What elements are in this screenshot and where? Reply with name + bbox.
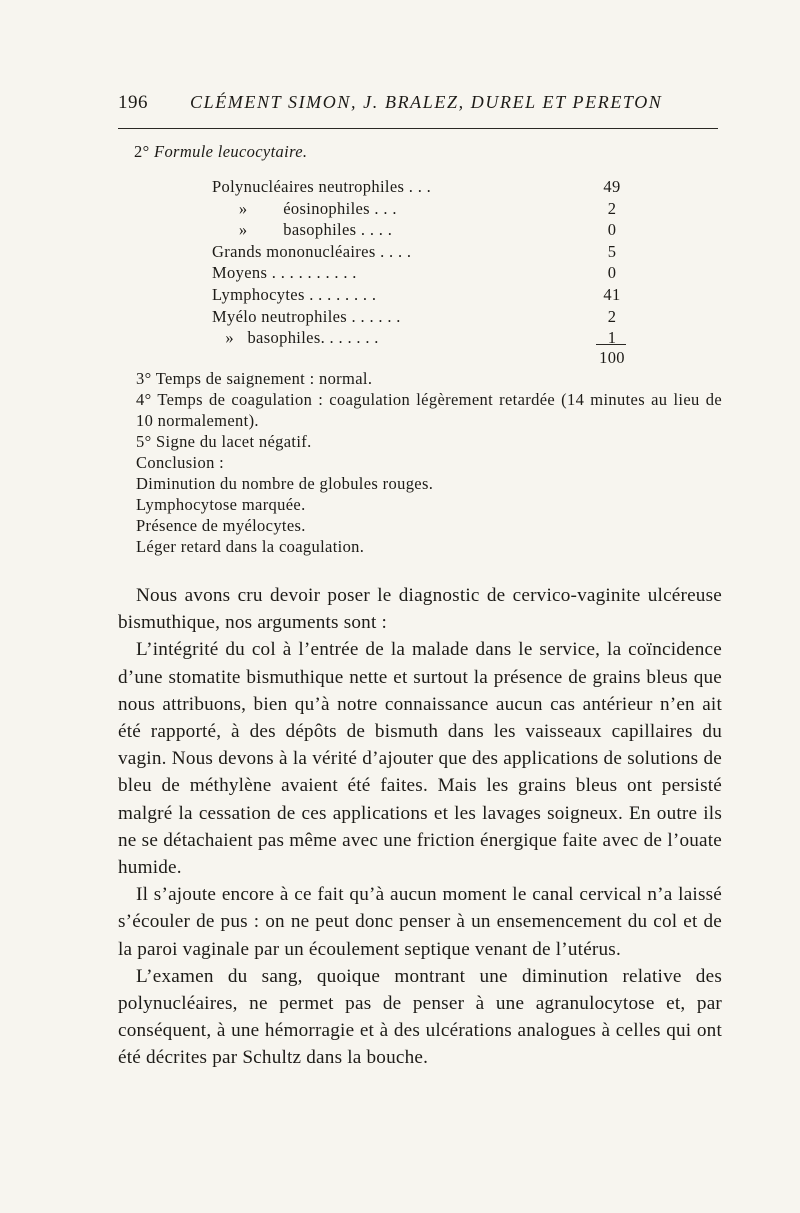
total-rule [596, 344, 626, 345]
body-text [118, 582, 722, 1072]
formula-label: » éosinophiles . . . [212, 198, 397, 218]
paragraph: Il s’ajoute encore à ce fait qu’à aucun moment le canal cervical n’a laissé s’écouler de pus : on ne peut donc penser à un ensemencement du col et de la paroi vaginale par un écoulement septique venant de l’utérus. [118, 884, 722, 960]
formula-value: 2 [607, 306, 617, 326]
formula-row [212, 327, 632, 349]
section-heading [134, 141, 307, 162]
paragraph: L’examen du sang, quoique montrant une diminution relative des polynucléaires, ne permet pas de penser à une agranulocytose et, par conséquent, à une hémorragie et à des ulcérations analogues à celles qui ont été décrites par Schultz dans la bouche. [118, 965, 722, 1069]
formula-label: Moyens . . . . . . . . . . [212, 263, 357, 283]
running-head: CLÉMENT SIMON, J. BRALEZ, DUREL ET PERETON [190, 92, 663, 112]
page-number: 196 [118, 92, 148, 113]
formula-value: 0 [607, 263, 617, 283]
formula-row [212, 219, 632, 241]
note-tourniquet-sign: 5° Signe du lacet négatif. [136, 432, 312, 451]
formula-label: Grands mononucléaires . . . . [212, 241, 412, 261]
formula-row [212, 176, 632, 198]
header-rule [118, 128, 718, 129]
paragraph: L’intégrité du col à l’entrée de la malade dans le service, la coïncidence d’une stomatite bismuthique nette et surtout la présence de grains bleus que nous attribuons, bien qu’à notre connaissance aucun cas antérieur n’en ait été rapporté, à des dépôts de bismuth dans les vaisseaux capillaires du vagin. Nous devons à la vérité d’ajouter que des applications de solutions de bleu de méthylène avaient été faites. Mais les grains bleus ont persisté malgré la cessation de ces applications et les lavages soigneux. En outre ils ne se détachaient pas même avec une friction énergique faite avec de l’ouate humide. [118, 639, 722, 879]
conclusion-line: Présence de myélocytes. [136, 516, 306, 535]
formula-row [212, 284, 632, 306]
formula-row [212, 306, 632, 328]
section-title: Formule leucocytaire. [154, 142, 308, 161]
formula-label: Polynucléaires neutrophiles . . . [212, 177, 432, 196]
formula-value: 5 [607, 241, 617, 261]
conclusion-line: Lymphocytose marquée. [136, 495, 306, 514]
formula-label: » basophiles. . . . . . . [212, 328, 379, 348]
formula-value: 0 [607, 220, 617, 240]
conclusion-line: Léger retard dans la coagulation. [136, 537, 365, 556]
conclusion-title: Conclusion : [136, 453, 225, 472]
page-header [118, 92, 718, 116]
formula-row [212, 241, 632, 263]
conclusion-line: Diminution du nombre de globules rouges. [136, 474, 434, 493]
formula-label: Myélo neutrophiles . . . . . . [212, 306, 401, 326]
paragraph: Nous avons cru devoir poser le diagnostic de cervico-vaginite ulcéreuse bismuthique, nos arguments sont : [118, 585, 722, 634]
note-coagulation-time: 4° Temps de coagulation : coagulation légèrement retardée (14 minutes au lieu de 10 normalement). [136, 390, 722, 430]
formula-label: » basophiles . . . . [212, 220, 393, 240]
formula-value: 41 [603, 284, 621, 304]
formula-value: 1 [607, 328, 617, 348]
lab-notes [118, 368, 722, 557]
formula-label: Lymphocytes . . . . . . . . [212, 284, 377, 304]
section-number: 2° [134, 142, 155, 161]
formula-row [212, 262, 632, 284]
formula-value: 49 [603, 177, 621, 196]
formula-total: 100 [599, 348, 625, 367]
formula-row [212, 198, 632, 220]
formula-value: 2 [607, 198, 617, 218]
leukocyte-formula-table [212, 176, 632, 349]
note-bleeding-time: 3° Temps de saignement : normal. [136, 369, 373, 388]
